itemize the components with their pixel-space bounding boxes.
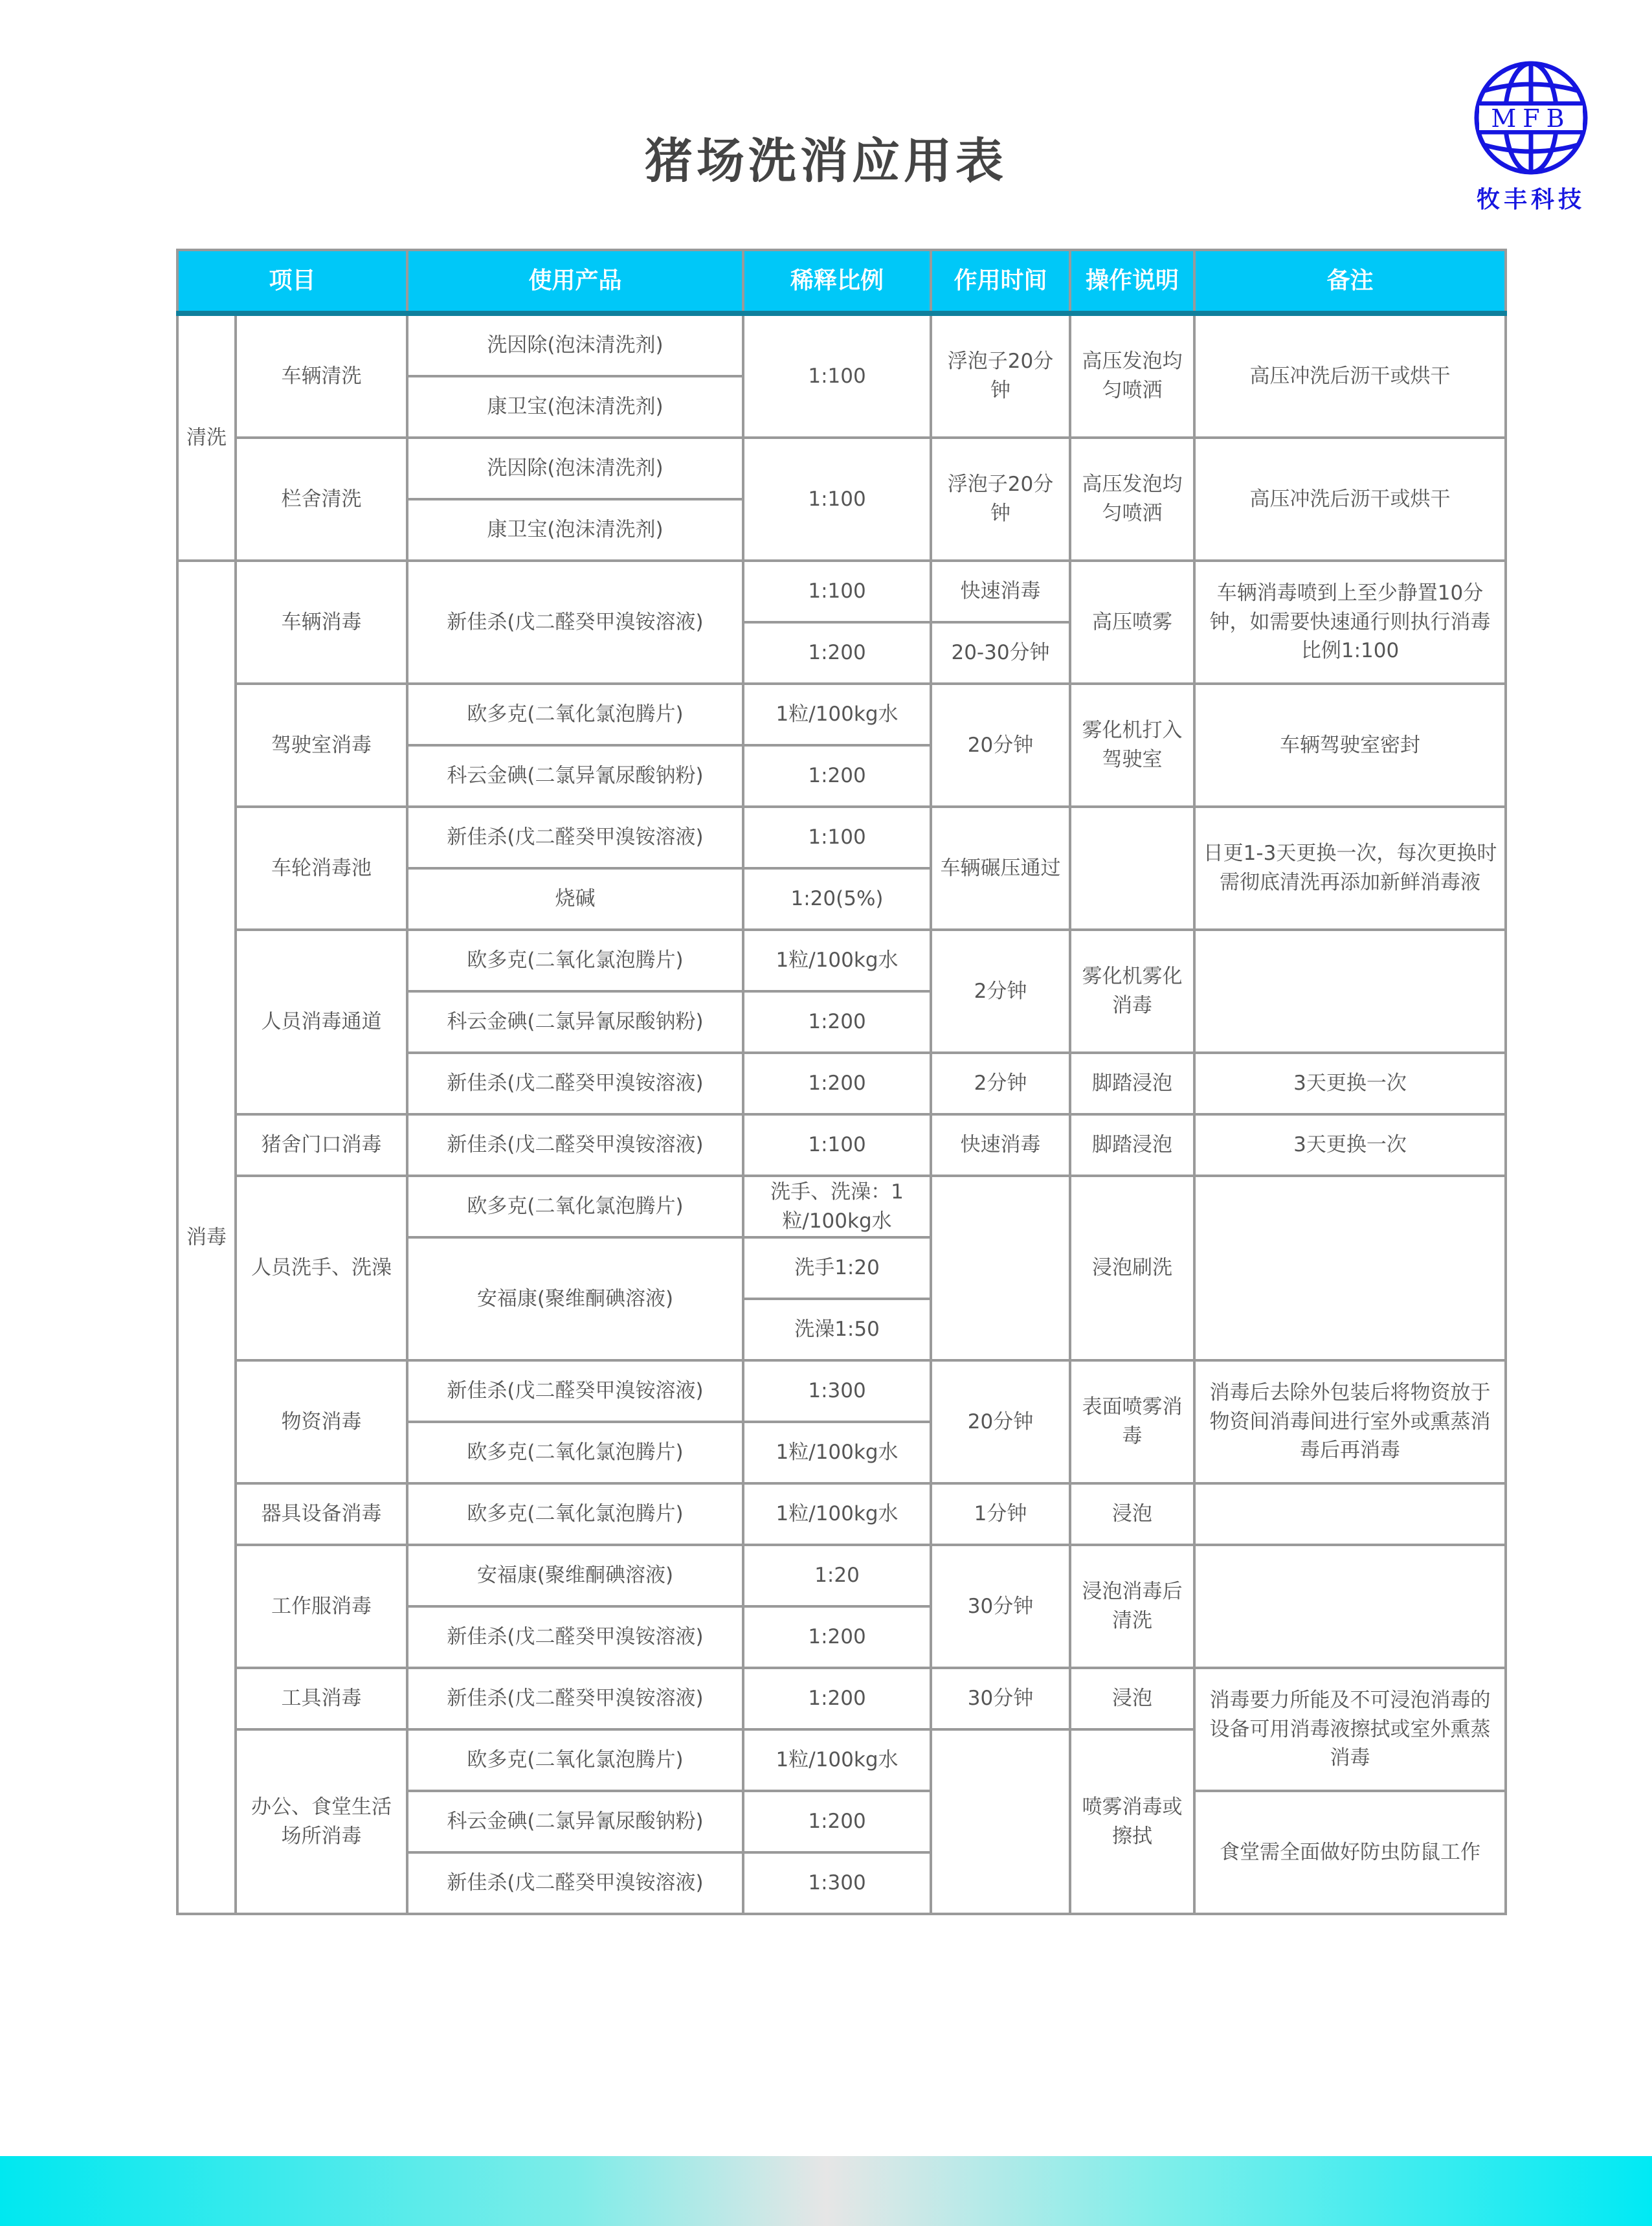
time: 20-30分钟 <box>931 622 1070 684</box>
ratio: 1:200 <box>743 622 931 684</box>
globe-logo-icon <box>1473 60 1589 176</box>
product: 新佳杀(戊二醛癸甲溴铵溶液) <box>407 1053 743 1114</box>
remark: 日更1-3天更换一次，每次更换时需彻底清洗再添加新鲜消毒液 <box>1194 807 1506 930</box>
operation: 雾化机雾化消毒 <box>1070 930 1194 1053</box>
header-time: 作用时间 <box>931 250 1070 313</box>
ratio: 1:200 <box>743 991 931 1053</box>
remark <box>1194 930 1506 1053</box>
table-row <box>177 561 1506 622</box>
time: 1分钟 <box>931 1483 1070 1545</box>
header-ratio: 稀释比例 <box>743 250 931 313</box>
operation: 喷雾消毒或擦拭 <box>1070 1729 1194 1914</box>
remark: 车辆驾驶室密封 <box>1194 684 1506 807</box>
ratio: 1粒/100kg水 <box>743 930 931 991</box>
product: 欧多克(二氧化氯泡腾片) <box>407 684 743 745</box>
product: 康卫宝(泡沫清洗剂) <box>407 376 743 438</box>
table-row <box>177 313 1506 376</box>
ratio: 1粒/100kg水 <box>743 1422 931 1483</box>
product: 洗因除(泡沫清洗剂) <box>407 438 743 499</box>
ratio: 1粒/100kg水 <box>743 1483 931 1545</box>
ratio: 洗手1:20 <box>743 1237 931 1299</box>
product: 洗因除(泡沫清洗剂) <box>407 313 743 376</box>
product: 新佳杀(戊二醛癸甲溴铵溶液) <box>407 561 743 684</box>
remark: 消毒要力所能及不可浸泡消毒的设备可用消毒液擦拭或室外熏蒸消毒 <box>1194 1668 1506 1791</box>
operation: 浸泡 <box>1070 1668 1194 1729</box>
ratio: 1:100 <box>743 438 931 561</box>
product: 科云金碘(二氯异氰尿酸钠粉) <box>407 745 743 807</box>
ratio: 1:300 <box>743 1360 931 1422</box>
item: 人员消毒通道 <box>236 930 407 1114</box>
time: 浮泡子20分钟 <box>931 438 1070 561</box>
table-row <box>177 1360 1506 1422</box>
product: 新佳杀(戊二醛癸甲溴铵溶液) <box>407 807 743 868</box>
svg-text:MFB: MFB <box>1491 104 1571 133</box>
ratio: 1粒/100kg水 <box>743 684 931 745</box>
company-logo <box>1469 60 1592 214</box>
footer-band <box>0 2156 1652 2226</box>
remark: 高压冲洗后沥干或烘干 <box>1194 438 1506 561</box>
header-remark: 备注 <box>1194 250 1506 313</box>
product: 康卫宝(泡沫清洗剂) <box>407 499 743 561</box>
product: 烧碱 <box>407 868 743 930</box>
item: 办公、食堂生活场所消毒 <box>236 1729 407 1914</box>
ratio: 1:300 <box>743 1852 931 1914</box>
product: 安福康(聚维酮碘溶液) <box>407 1545 743 1606</box>
ratio: 1:200 <box>743 1053 931 1114</box>
time: 30分钟 <box>931 1668 1070 1729</box>
page-title: 猪场洗消应用表 <box>645 133 1007 189</box>
ratio: 1:20(5%) <box>743 868 931 930</box>
time <box>931 1176 1070 1360</box>
remark <box>1194 1176 1506 1360</box>
operation <box>1070 807 1194 930</box>
item: 栏舍清洗 <box>236 438 407 561</box>
time <box>931 1729 1070 1914</box>
time: 浮泡子20分钟 <box>931 313 1070 438</box>
time: 30分钟 <box>931 1545 1070 1668</box>
item: 车辆清洗 <box>236 313 407 438</box>
ratio: 洗澡1:50 <box>743 1299 931 1360</box>
operation: 浸泡消毒后清洗 <box>1070 1545 1194 1668</box>
remark: 3天更换一次 <box>1194 1114 1506 1176</box>
item: 车辆消毒 <box>236 561 407 684</box>
product: 科云金碘(二氯异氰尿酸钠粉) <box>407 1791 743 1852</box>
table-row <box>177 1545 1506 1606</box>
remark <box>1194 1545 1506 1668</box>
product: 欧多克(二氧化氯泡腾片) <box>407 1483 743 1545</box>
product: 新佳杀(戊二醛癸甲溴铵溶液) <box>407 1668 743 1729</box>
product: 欧多克(二氧化氯泡腾片) <box>407 1176 743 1237</box>
group-cleaning: 清洗 <box>177 313 236 561</box>
item: 车轮消毒池 <box>236 807 407 930</box>
ratio: 1:100 <box>743 807 931 868</box>
ratio: 1:20 <box>743 1545 931 1606</box>
header-operation: 操作说明 <box>1070 250 1194 313</box>
header-row <box>177 250 1506 313</box>
time: 车辆碾压通过 <box>931 807 1070 930</box>
remark: 食堂需全面做好防虫防鼠工作 <box>1194 1791 1506 1914</box>
product: 新佳杀(戊二醛癸甲溴铵溶液) <box>407 1114 743 1176</box>
ratio: 1:200 <box>743 1791 931 1852</box>
item: 物资消毒 <box>236 1360 407 1483</box>
ratio: 1:200 <box>743 745 931 807</box>
operation: 高压喷雾 <box>1070 561 1194 684</box>
ratio: 1:100 <box>743 561 931 622</box>
item: 人员洗手、洗澡 <box>236 1176 407 1360</box>
ratio: 1:200 <box>743 1606 931 1668</box>
operation: 浸泡刷洗 <box>1070 1176 1194 1360</box>
product: 新佳杀(戊二醛癸甲溴铵溶液) <box>407 1360 743 1422</box>
table-row <box>177 1114 1506 1176</box>
group-disinfection: 消毒 <box>177 561 236 1914</box>
ratio: 1:100 <box>743 1114 931 1176</box>
product: 科云金碘(二氯异氰尿酸钠粉) <box>407 991 743 1053</box>
table-row <box>177 438 1506 499</box>
operation: 表面喷雾消毒 <box>1070 1360 1194 1483</box>
table-row <box>177 807 1506 868</box>
ratio: 洗手、洗澡：1粒/100kg水 <box>743 1176 931 1237</box>
header-item: 项目 <box>177 250 407 313</box>
remark: 高压冲洗后沥干或烘干 <box>1194 313 1506 438</box>
operation: 浸泡 <box>1070 1483 1194 1545</box>
product: 安福康(聚维酮碘溶液) <box>407 1237 743 1360</box>
item: 驾驶室消毒 <box>236 684 407 807</box>
table-row <box>177 930 1506 991</box>
remark <box>1194 1483 1506 1545</box>
product: 欧多克(二氧化氯泡腾片) <box>407 1729 743 1791</box>
item: 工作服消毒 <box>236 1545 407 1668</box>
company-name: 牧丰科技 <box>1476 186 1585 213</box>
operation: 高压发泡均匀喷洒 <box>1070 438 1194 561</box>
remark: 3天更换一次 <box>1194 1053 1506 1114</box>
time: 20分钟 <box>931 684 1070 807</box>
operation: 脚踏浸泡 <box>1070 1053 1194 1114</box>
item: 器具设备消毒 <box>236 1483 407 1545</box>
time: 快速消毒 <box>931 1114 1070 1176</box>
ratio: 1粒/100kg水 <box>743 1729 931 1791</box>
remark: 车辆消毒喷到上至少静置10分钟，如需要快速通行则执行消毒比例1:100 <box>1194 561 1506 684</box>
product: 欧多克(二氧化氯泡腾片) <box>407 930 743 991</box>
disinfection-table <box>176 249 1507 1915</box>
operation: 雾化机打入驾驶室 <box>1070 684 1194 807</box>
item: 工具消毒 <box>236 1668 407 1729</box>
time: 20分钟 <box>931 1360 1070 1483</box>
operation: 高压发泡均匀喷洒 <box>1070 313 1194 438</box>
product: 新佳杀(戊二醛癸甲溴铵溶液) <box>407 1852 743 1914</box>
ratio: 1:100 <box>743 313 931 438</box>
item: 猪舍门口消毒 <box>236 1114 407 1176</box>
time: 2分钟 <box>931 930 1070 1053</box>
product: 欧多克(二氧化氯泡腾片) <box>407 1422 743 1483</box>
table-row <box>177 1668 1506 1729</box>
time: 2分钟 <box>931 1053 1070 1114</box>
header-product: 使用产品 <box>407 250 743 313</box>
ratio: 1:200 <box>743 1668 931 1729</box>
time: 快速消毒 <box>931 561 1070 622</box>
product: 新佳杀(戊二醛癸甲溴铵溶液) <box>407 1606 743 1668</box>
table-row <box>177 1483 1506 1545</box>
remark: 消毒后去除外包装后将物资放于物资间消毒间进行室外或熏蒸消毒后再消毒 <box>1194 1360 1506 1483</box>
table-row <box>177 684 1506 745</box>
operation: 脚踏浸泡 <box>1070 1114 1194 1176</box>
